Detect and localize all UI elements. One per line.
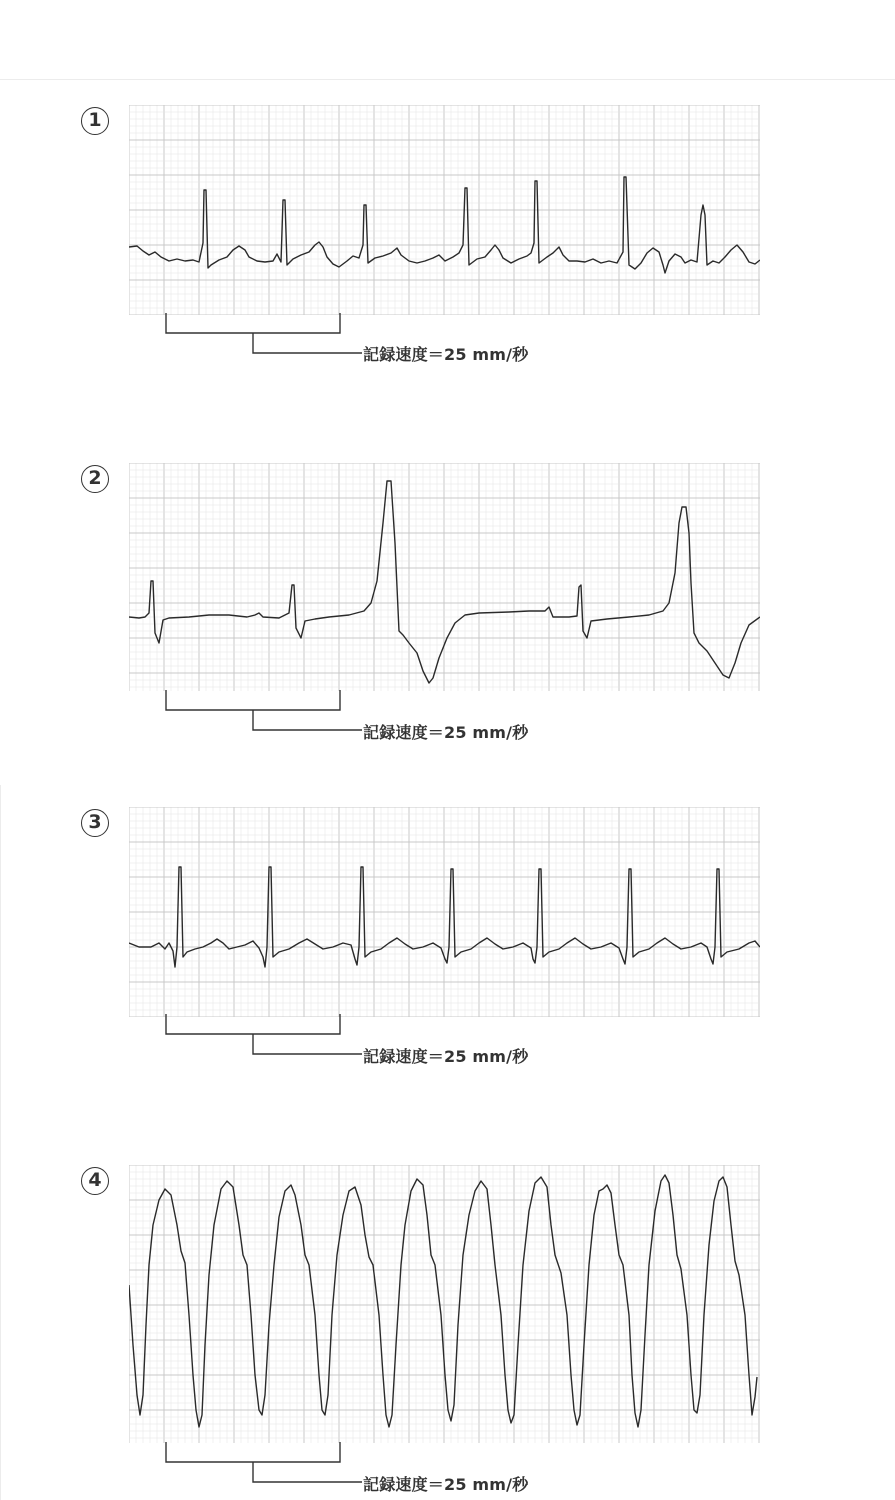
ecg-grid-2 (129, 463, 760, 691)
scale-label-2: 記録速度＝25 mm/秒 (363, 723, 529, 742)
panel-number-1: 1 (81, 107, 109, 135)
ecg-strip-2 (129, 463, 760, 691)
panel-number-2: 2 (81, 465, 109, 493)
scale-label-4: 記録速度＝25 mm/秒 (363, 1475, 529, 1494)
ecg-strip-3 (129, 807, 760, 1017)
top-divider (0, 79, 895, 80)
ecg-strip-4 (129, 1165, 760, 1443)
ecg-grid-1 (129, 105, 760, 315)
scale-label-1: 記録速度＝25 mm/秒 (363, 345, 529, 364)
ecg-strip-1 (129, 105, 760, 315)
panel-number-4: 4 (81, 1167, 109, 1195)
scale-label-3: 記録速度＝25 mm/秒 (363, 1047, 529, 1066)
panel-number-3: 3 (81, 809, 109, 837)
ecg-grid-3 (129, 807, 760, 1017)
left-edge-line (0, 785, 1, 1500)
ecg-grid-4 (129, 1165, 760, 1443)
